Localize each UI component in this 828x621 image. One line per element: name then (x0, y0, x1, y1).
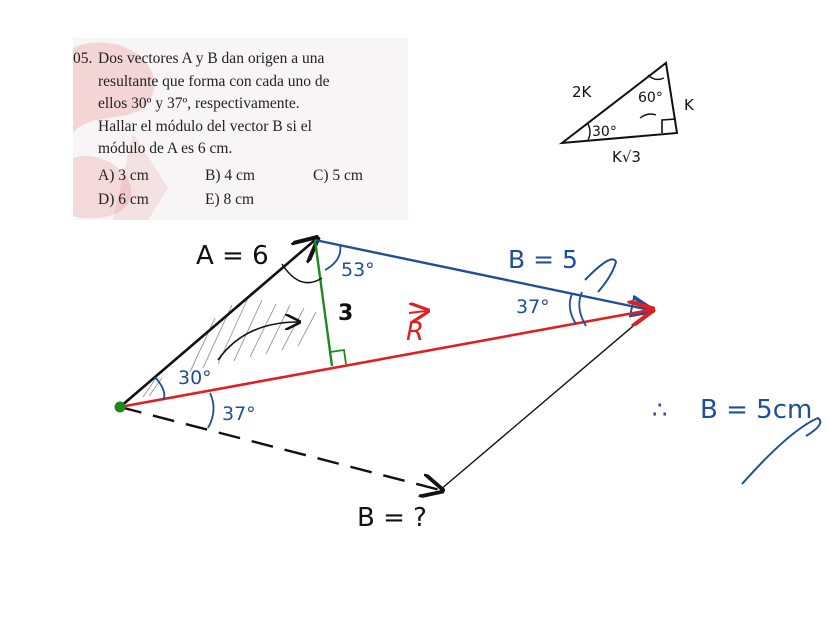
option-a: A) 3 cm (98, 167, 149, 184)
vector-b-dashed (120, 407, 440, 490)
origin-point (115, 402, 126, 413)
option-c: C) 5 cm (313, 167, 363, 184)
option-b: B) 4 cm (205, 167, 255, 184)
answer-text: B = 5cm (700, 395, 813, 425)
triangle-top-angle-label: 60° (638, 90, 663, 106)
angle-arc-a-top (282, 264, 322, 283)
triangle-right-side-label: K (684, 96, 694, 114)
height-label: 3 (338, 301, 354, 326)
option-e: E) 8 cm (205, 191, 255, 208)
therefore-symbol: ∴ (652, 396, 668, 424)
resultant-arrow (120, 310, 650, 407)
question-line: resultante que forma con cada uno de (98, 72, 330, 90)
answer-scribble (742, 418, 820, 484)
parallelogram-side (440, 310, 652, 490)
angle-53-label: 53° (341, 259, 375, 281)
triangle-bottom-side-label: K√3 (612, 148, 641, 166)
resultant-arrow-symbol (409, 311, 426, 313)
resultant-label: R (406, 317, 425, 347)
triangle-left-angle-label: 30° (592, 124, 617, 140)
vector-a-label: A = 6 (196, 241, 269, 271)
question-line: ellos 30º y 37º, respectivamente. (98, 95, 300, 112)
b-unknown-label: B = ? (357, 503, 427, 533)
question-line: módulo de A es 6 cm. (98, 140, 233, 157)
vector-b-label: B = 5 (508, 245, 578, 274)
triangle-hyp-label: 2K (572, 83, 592, 101)
question-line: Dos vectores A y B dan origen a una (98, 50, 325, 67)
question-line: Hallar el módulo del vector B si el (98, 117, 312, 135)
angle-37-bottom-label: 37° (222, 403, 256, 425)
height-line (315, 240, 332, 366)
question-number: 05. (73, 50, 93, 67)
scribble-b (585, 259, 616, 292)
right-angle-mark (330, 350, 346, 366)
angle-arc-37-bottom (208, 393, 214, 428)
angle-arc-37-top (570, 294, 576, 324)
angle-arc-53 (325, 244, 340, 270)
option-d: D) 6 cm (98, 191, 149, 208)
angle-37-top-label: 37° (516, 296, 550, 318)
angle-30-label: 30° (178, 367, 212, 389)
